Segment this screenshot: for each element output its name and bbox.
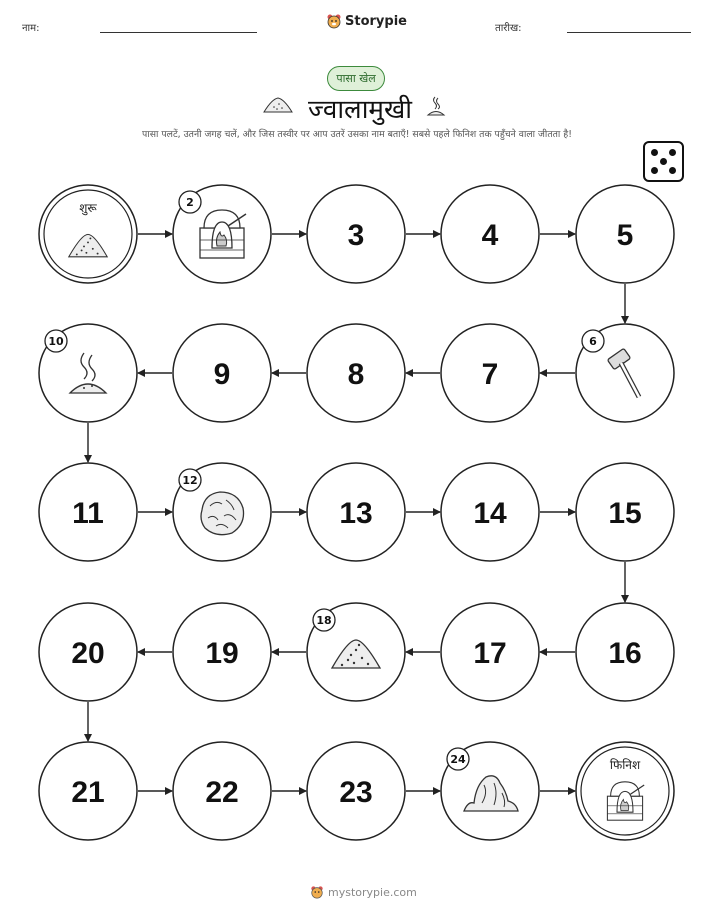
board-cell-6[interactable]	[576, 324, 674, 422]
board-cell-15[interactable]	[576, 463, 674, 561]
cell-number-badge: 18	[316, 614, 332, 627]
footer-site: mystorypie.com	[328, 885, 417, 899]
cell-number-badge: 10	[48, 335, 64, 348]
board-cell-2[interactable]	[173, 185, 271, 283]
board-cell-19[interactable]	[173, 603, 271, 701]
cell-number: 7	[481, 358, 499, 391]
board-cell-4[interactable]	[441, 185, 539, 283]
cell-number-badge: 6	[589, 335, 597, 348]
cell-number: 4	[481, 219, 499, 252]
board-cell-3[interactable]	[307, 185, 405, 283]
cell-number-badge: 2	[186, 196, 194, 209]
cell-number: 23	[339, 776, 373, 809]
board-cells	[39, 185, 674, 840]
board-cell-18[interactable]	[307, 603, 405, 701]
board-cell-24[interactable]	[441, 742, 539, 840]
cell-number: 9	[213, 358, 231, 391]
cell-number: 16	[608, 637, 642, 670]
cell-number-badge: 24	[450, 753, 466, 766]
finish-label: फिनिश	[609, 758, 641, 772]
cell-number: 11	[72, 497, 104, 530]
board-cell-7[interactable]	[441, 324, 539, 422]
board-cell-13[interactable]	[307, 463, 405, 561]
board-cell-22[interactable]	[173, 742, 271, 840]
rock-icon	[201, 492, 244, 535]
date-label: तारीख:	[495, 23, 522, 34]
cell-number: 20	[71, 637, 105, 670]
cell-number: 5	[616, 219, 634, 252]
cell-number: 21	[71, 776, 105, 809]
cell-number: 8	[347, 358, 365, 391]
board-cell-1[interactable]	[39, 185, 137, 283]
instructions: पासा पलटें, उतनी जगह चलें, और जिस तस्वीर पर आप उतरें उसका नाम बताएँ! सबसे पहले फिनिश तक पहुँचने वाला जीतता है!	[142, 129, 572, 140]
board-cell-9[interactable]	[173, 324, 271, 422]
board-cell-23[interactable]	[307, 742, 405, 840]
board-cell-10[interactable]	[39, 324, 137, 422]
footer	[310, 885, 417, 899]
cell-number: 14	[473, 497, 507, 530]
board-cell-12[interactable]	[173, 463, 271, 561]
bear-logo-icon	[310, 885, 324, 899]
board-cell-25[interactable]	[576, 742, 674, 840]
board-cell-5[interactable]	[576, 185, 674, 283]
cell-number-badge: 12	[182, 474, 198, 487]
board-cell-20[interactable]	[39, 603, 137, 701]
cell-number: 19	[205, 637, 239, 670]
start-label: शुरू	[79, 201, 97, 215]
page-title: ज्वालामुखी	[308, 95, 412, 125]
cell-number: 17	[473, 637, 507, 670]
cell-number: 22	[205, 776, 239, 809]
name-label: नाम:	[22, 23, 40, 34]
board-cell-14[interactable]	[441, 463, 539, 561]
game-type-badge: पासा खेल	[327, 66, 385, 91]
cell-number: 15	[608, 497, 642, 530]
brand-name: Storypie	[345, 13, 407, 29]
board-cell-11[interactable]	[39, 463, 137, 561]
board-cell-16[interactable]	[576, 603, 674, 701]
board-cell-8[interactable]	[307, 324, 405, 422]
board-cell-21[interactable]	[39, 742, 137, 840]
cell-number: 13	[339, 497, 373, 530]
board-cell-17[interactable]	[441, 603, 539, 701]
cell-number: 3	[347, 219, 365, 252]
